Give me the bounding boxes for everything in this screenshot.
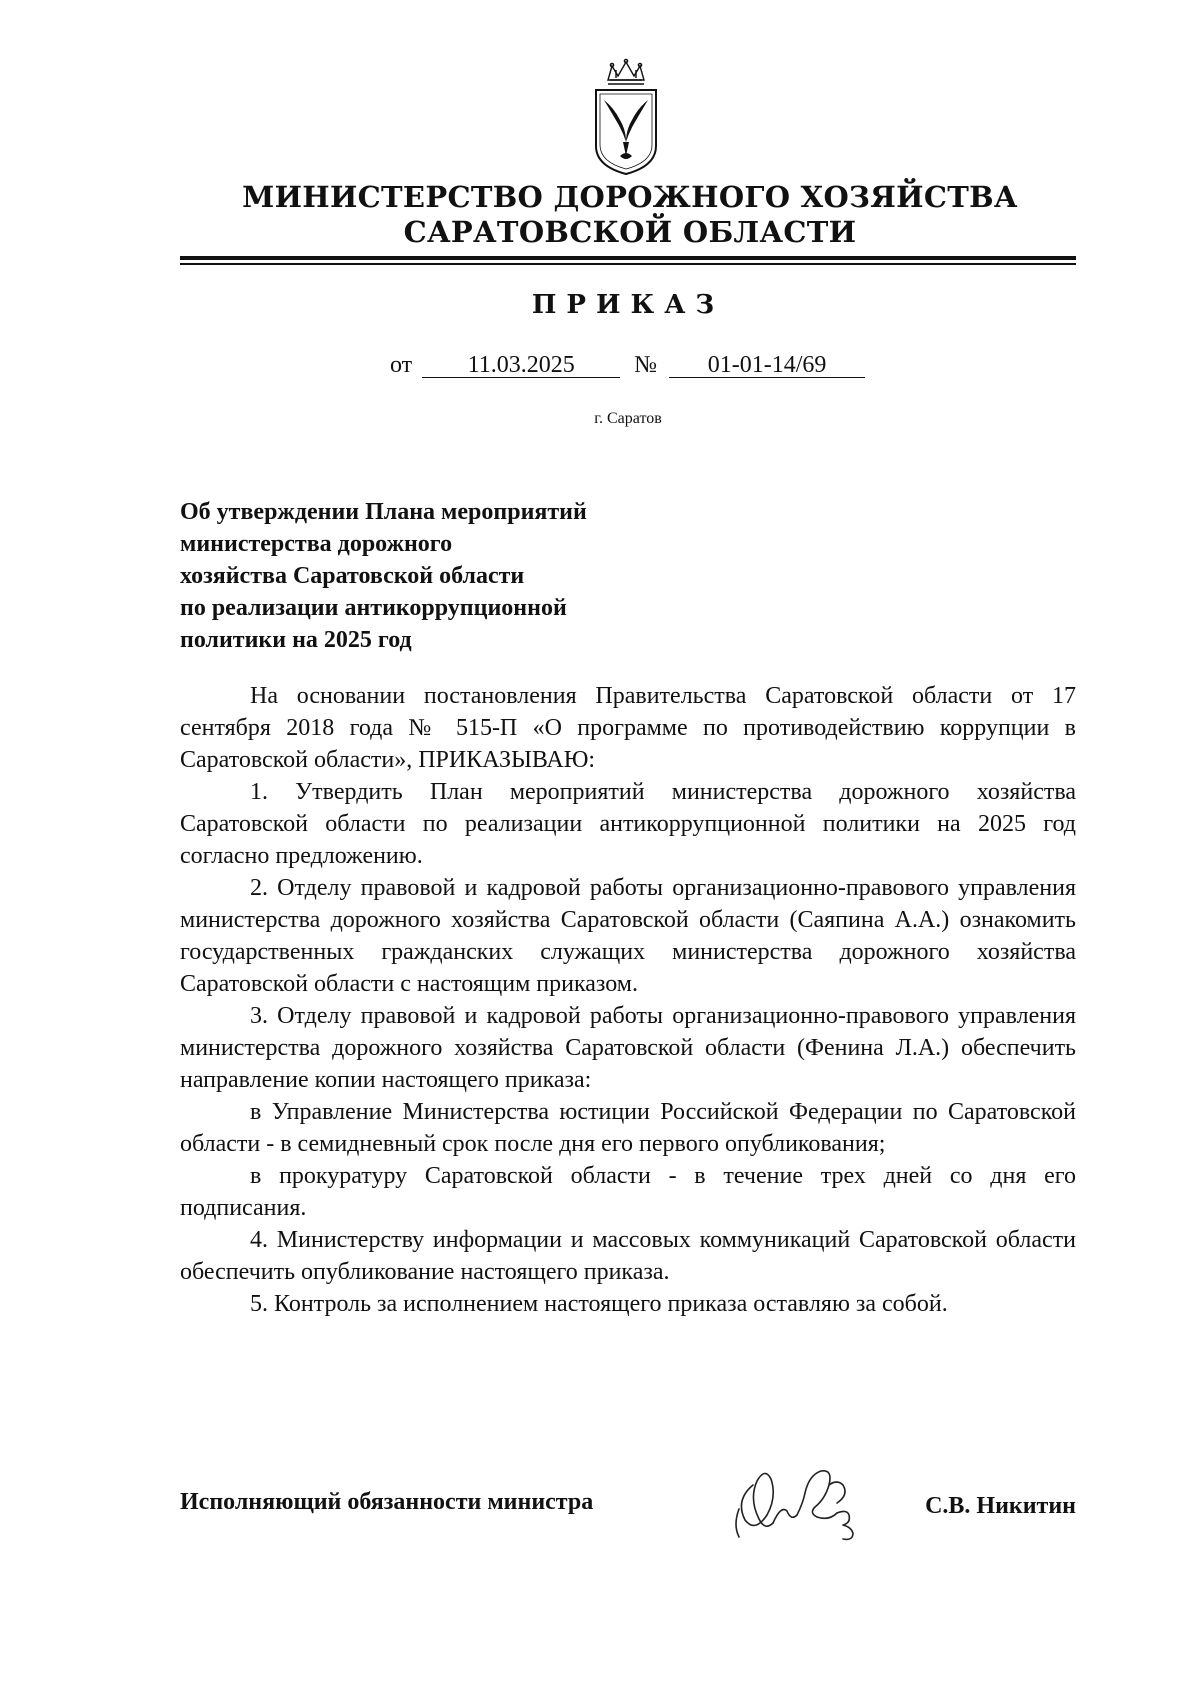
ministry-name: [180, 180, 1080, 250]
clause-4: 4. Министерству информации и массовых коммуникаций Саратовской области обеспечить опубликование настоящего приказа.: [180, 1227, 1076, 1285]
number-label: №: [634, 352, 658, 378]
order-date-number-line: [390, 352, 865, 379]
subject-line: политики на 2025 год: [180, 627, 412, 653]
preamble-paragraph: На основании постановления Правительства Саратовской области от 17 сентября 2018 года № 515-П «О программе по противодействию коррупции в Саратовской области», ПРИКАЗЫВАЮ:: [180, 683, 1076, 773]
signatory-name: С.В. Никитин: [925, 1493, 1076, 1519]
order-body: [180, 680, 1076, 1320]
clause-3-item-justice: в Управление Министерства юстиции Российской Федерации по Саратовской области - в семидневный срок после дня его первого опубликования;: [180, 1099, 1076, 1157]
date-label: от: [390, 352, 413, 378]
order-number: 01-01-14/69: [669, 353, 865, 378]
subject-line: хозяйства Саратовской области: [180, 563, 525, 589]
subject-line: Об утверждении Плана мероприятий: [180, 499, 587, 525]
subject-line: по реализации антикоррупционной: [180, 595, 567, 621]
order-subject: [180, 496, 700, 656]
ministry-name-line1: МИНИСТЕРСТВО ДОРОЖНОГО ХОЗЯЙСТВА: [242, 180, 1018, 214]
order-city: г. Саратов: [594, 410, 662, 427]
handwritten-signature-icon: [725, 1445, 875, 1545]
clause-3-item-prosecutor: в прокуратуру Саратовской области - в течение трех дней со дня его подписания.: [180, 1163, 1076, 1221]
order-title: ПРИКАЗ: [531, 290, 725, 320]
clause-5: 5. Контроль за исполнением настоящего приказа оставляю за собой.: [250, 1291, 948, 1317]
signatory-position: Исполняющий обязанности министра: [180, 1489, 594, 1515]
coat-of-arms-icon: [590, 58, 662, 176]
clause-3: 3. Отделу правовой и кадровой работы организационно-правового управления министерства дорожного хозяйства Саратовской области (Фенина Л.А.) обеспечить направление копии настоящего приказа:: [180, 1003, 1076, 1093]
order-date: 11.03.2025: [422, 353, 620, 378]
ministry-name-line2: САРАТОВСКОЙ ОБЛАСТИ: [403, 215, 857, 249]
clause-1: 1. Утвердить План мероприятий министерства дорожного хозяйства Саратовской области по реализации антикоррупционной политики на 2025 год согласно предложению.: [180, 779, 1076, 869]
clause-2: 2. Отделу правовой и кадровой работы организационно-правового управления министерства дорожного хозяйства Саратовской области (Саяпина А.А.) ознакомить государственных гражданских служащих министерства дорожного хозяйства Саратовской области с настоящим приказом.: [180, 875, 1076, 997]
header-divider-thin: [180, 263, 1076, 265]
signature-block: [180, 1475, 1076, 1555]
subject-line: министерства дорожного: [180, 531, 453, 557]
header-divider-thick: [180, 256, 1076, 260]
